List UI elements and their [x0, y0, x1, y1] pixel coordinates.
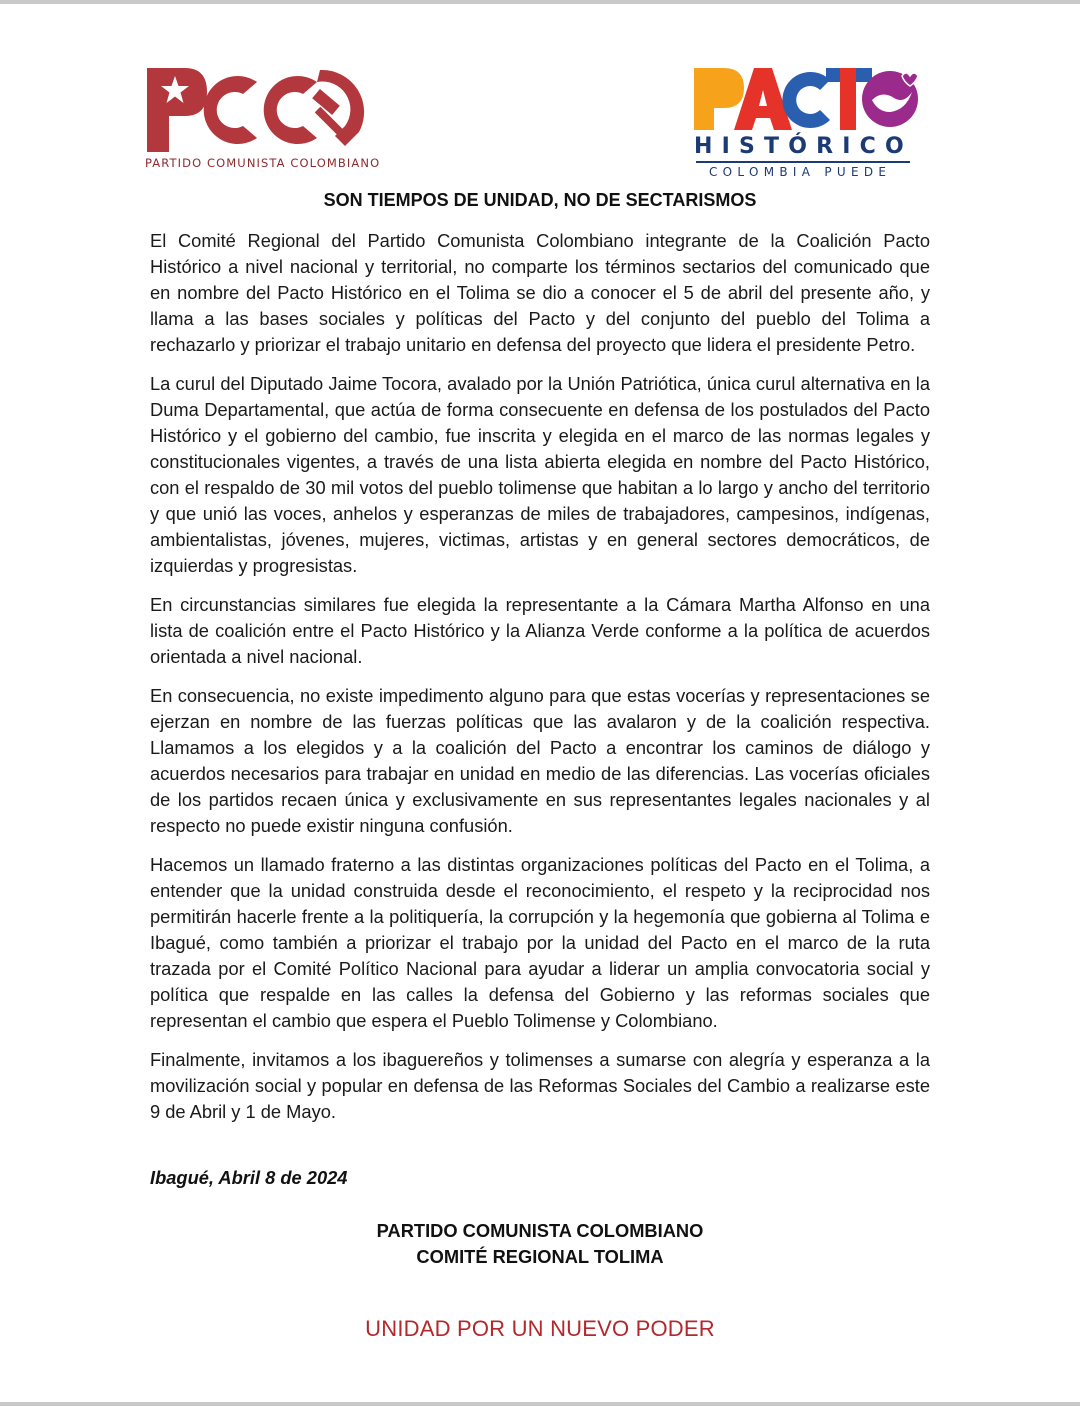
paragraph-4: En consecuencia, no existe impedimento alguno para que estas vocerías y representaciones se ejerzan en nombre de las fuerzas políticas que las avalaron y de la coalición respectiva. Llamamos a los elegidos y a la coalición del Pacto a encontrar los caminos de diálogo y acuerdos necesarios para trabajar en unidad en medio de las diferencias. Las vocerías oficiales de los partidos recaen única y exclusivamente en sus representantes legales nacionales y al respecto no puede existir ninguna confusión.	[150, 685, 930, 836]
document-date: Ibagué, Abril 8 de 2024	[150, 1167, 348, 1188]
signature-line-1: PARTIDO COMUNISTA COLOMBIANO	[376, 1220, 704, 1241]
pacto-logo-word: HISTÓRICO	[694, 134, 913, 159]
pacto-historico-logo	[692, 64, 922, 182]
paragraph-2: La curul del Diputado Jaime Tocora, avalado por la Unión Patriótica, única curul alternativa en la Duma Departamental, que actúa de forma consecuente en defensa de los postulados del Pacto Histórico y el gobierno del cambio, fue inscrita y elegida en el marco de las normas legales y constitucionales vigentes, a través de una lista abierta elegida en nombre del Pacto Histórico, con el respaldo de 30 mil votos del pueblo tolimense que habitan a lo largo y ancho del territorio y que unió las voces, anhelos y esperanzas de miles de trabajadores, campesinos, indígenas, ambientalistas, jóvenes, mujeres, victimas, artistas y en general sectores democráticos, de izquierdas y progresistas.	[150, 373, 930, 576]
document-title: SON TIEMPOS DE UNIDAD, NO DE SECTARISMOS	[323, 190, 757, 210]
paragraph-3: En circunstancias similares fue elegida la representante a la Cámara Martha Alfonso en una lista de coalición entre el Pacto Histórico y la Alianza Verde conforme a la política de acuerdos orientada a nivel nacional.	[150, 594, 930, 667]
pacto-logo-rule	[696, 161, 910, 163]
signature-line-2: COMITÉ REGIONAL TOLIMA	[416, 1246, 664, 1267]
pacto-logo-slogan: COLOMBIA PUEDE	[709, 165, 892, 179]
document-page	[0, 4, 1080, 1402]
closing-slogan: UNIDAD POR UN NUEVO PODER	[365, 1316, 715, 1341]
paragraph-6: Finalmente, invitamos a los ibaguereños y tolimenses a sumarse con alegría y esperanza a la movilización social y popular en defensa de las Reformas Sociales del Cambio a realizarse este 9 de Abril y 1 de Mayo.	[150, 1049, 930, 1122]
document-body	[150, 228, 930, 1138]
pcc-logo-caption: PARTIDO COMUNISTA COLOMBIANO	[145, 156, 381, 170]
signature-block	[150, 1218, 930, 1270]
pcc-emblem-icon	[145, 62, 370, 156]
paragraph-1: El Comité Regional del Partido Comunista Colombiano integrante de la Coalición Pacto Histórico a nivel nacional y territorial, no comparte los términos sectarios del comunicado que en nombre del Pacto Histórico en el Tolima se dio a conocer el 5 de abril del presente año, y llama a las bases sociales y políticas del Pacto y del conjunto del pueblo del Tolima a rechazarlo y priorizar el trabajo unitario en defensa del proyecto que lidera el presidente Petro.	[150, 230, 930, 355]
pcc-logo	[145, 62, 381, 170]
pacto-wordmark-icon	[692, 64, 922, 132]
paragraph-5: Hacemos un llamado fraterno a las distintas organizaciones políticas del Pacto en el Tolima, a entender que la unidad construida desde el reconocimiento, el respeto y la reciprocidad nos permitirán hacerle frente a la politiquería, la corrupción y la hegemonía que gobierna al Tolima e Ibagué, como también a priorizar el trabajo por la unidad del Pacto en el marco de la ruta trazada por el Comité Político Nacional para ayudar a liderar un amplia convocatoria social y política que respalde en las calles la defensa del Gobierno y las reformas sociales que representan el cambio que espera el Pueblo Tolimense y Colombiano.	[150, 854, 930, 1031]
